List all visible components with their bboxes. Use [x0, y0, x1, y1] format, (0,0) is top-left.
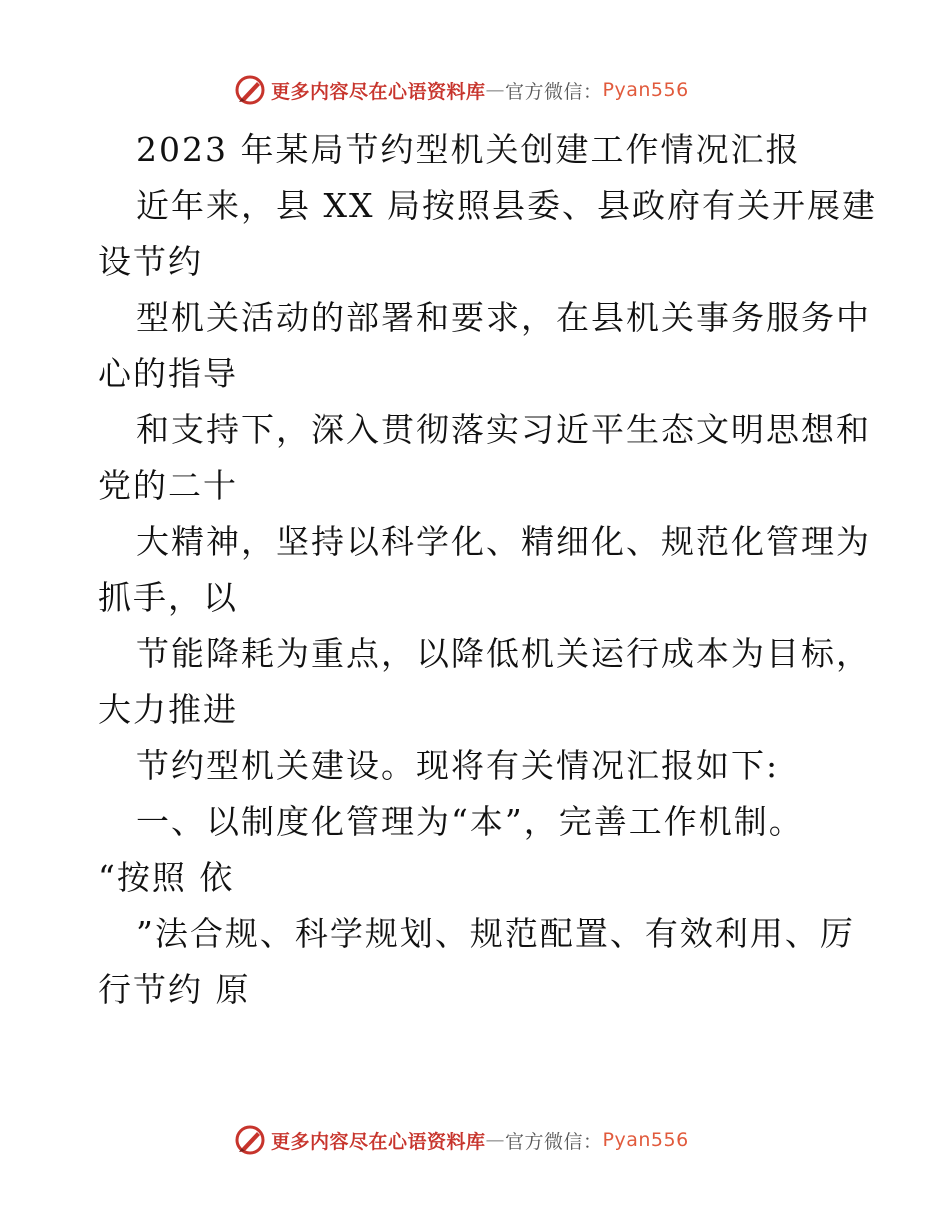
watermark-wechat-label: 官方微信： — [505, 1130, 603, 1153]
paragraph-line: 行节约 原 — [98, 970, 251, 1009]
pen-logo-icon — [233, 1123, 267, 1157]
pen-logo-icon — [233, 73, 267, 107]
paragraph-line: 节能降耗为重点，以降低机关运行成本为目标， — [136, 634, 871, 673]
watermark-text: 更多内容尽在心语资料库 — [271, 1130, 486, 1153]
watermark-dash: — — [485, 79, 506, 101]
document-title: 2023 年某局节约型机关创建工作情况汇报 — [136, 130, 801, 169]
paragraph-line: 大精神，坚持以科学化、精细化、规范化管理为 — [136, 522, 871, 561]
paragraph-line: 党的二十 — [98, 466, 238, 505]
watermark-wechat-id: Pyan556 — [602, 79, 689, 101]
paragraph-line: 节约型机关建设。现将有关情况汇报如下: — [136, 746, 780, 785]
document-body — [98, 122, 877, 1018]
watermark-banner-top — [0, 70, 950, 110]
section-heading: 一、以制度化管理为“本”，完善工作机制。 — [136, 802, 804, 841]
paragraph-line: 心的指导 — [98, 354, 238, 393]
watermark-wechat-id: Pyan556 — [602, 1129, 689, 1151]
paragraph-line: “按照 依 — [98, 858, 235, 897]
watermark-wechat-label: 官方微信： — [505, 80, 603, 103]
paragraph-line: 抓手，以 — [98, 578, 238, 617]
paragraph-line: 近年来，县 XX 局按照县委、县政府有关开展建 — [136, 186, 877, 225]
paragraph-line: ”法合规、科学规划、规范配置、有效利用、厉 — [136, 914, 855, 953]
paragraph-line: 型机关活动的部署和要求，在县机关事务服务中 — [136, 298, 871, 337]
paragraph-line: 大力推进 — [98, 690, 238, 729]
paragraph-line: 设节约 — [98, 242, 203, 281]
watermark-text: 更多内容尽在心语资料库 — [271, 80, 486, 103]
watermark-banner-bottom — [0, 1120, 950, 1160]
paragraph-line: 和支持下，深入贯彻落实习近平生态文明思想和 — [136, 410, 871, 449]
watermark-dash: — — [485, 1129, 506, 1151]
